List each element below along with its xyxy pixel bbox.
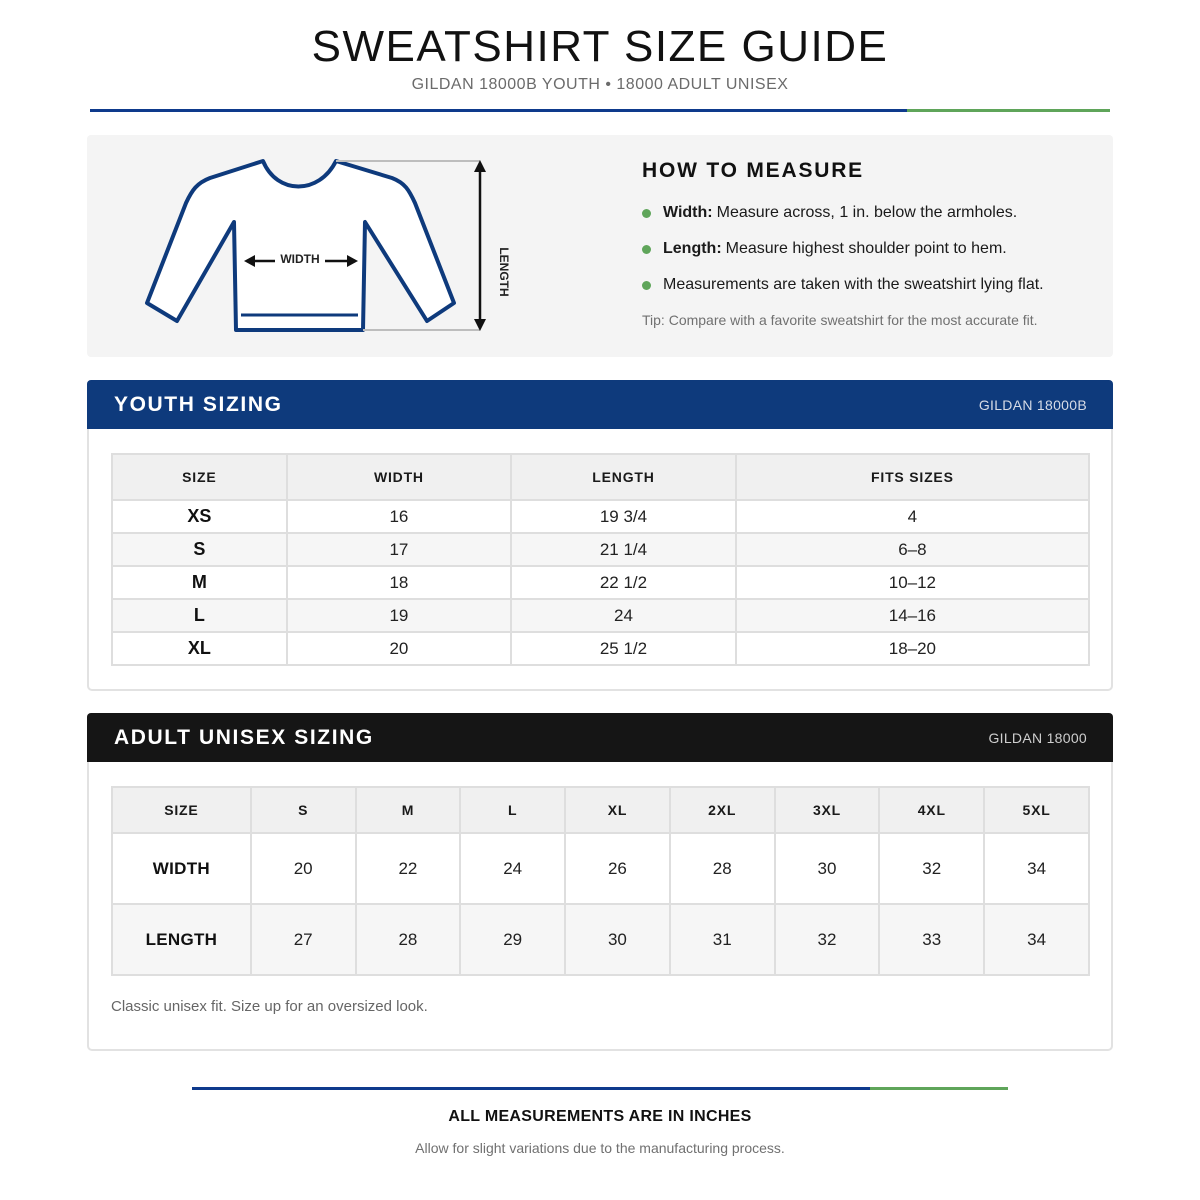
length-cell: 22 1/2: [511, 566, 736, 599]
fits-cell: 18–20: [736, 632, 1089, 665]
column-header: FITS SIZES: [736, 454, 1089, 500]
fits-cell: 14–16: [736, 599, 1089, 632]
length-cell: 19 3/4: [511, 500, 736, 533]
table-row-length: [112, 904, 1089, 975]
bullet-dot-icon: [642, 281, 651, 290]
value-cell: 24: [460, 833, 565, 904]
fits-cell: 10–12: [736, 566, 1089, 599]
column-header: 2XL: [670, 787, 775, 833]
column-header: WIDTH: [287, 454, 512, 500]
width-cell: 18: [287, 566, 512, 599]
how-to-measure-title: HOW TO MEASURE: [642, 159, 864, 182]
width-cell: 16: [287, 500, 512, 533]
size-cell: XS: [112, 500, 287, 533]
row-label: WIDTH: [112, 833, 251, 904]
column-header: SIZE: [112, 454, 287, 500]
column-header: LENGTH: [511, 454, 736, 500]
width-cell: 17: [287, 533, 512, 566]
measure-item-width: Width: Measure across, 1 in. below the armholes.: [642, 204, 1102, 222]
adult-card-header: [87, 713, 1113, 762]
sweatshirt-outline-icon: [87, 135, 627, 357]
youth-card-header: [87, 380, 1113, 429]
column-header: XL: [565, 787, 670, 833]
column-header: M: [356, 787, 461, 833]
value-cell: 20: [251, 833, 356, 904]
width-cell: 20: [287, 632, 512, 665]
youth-product-code: GILDAN 18000B: [978, 396, 1087, 413]
value-cell: 32: [775, 904, 880, 975]
adult-size-table: [111, 786, 1090, 976]
table-row: [112, 533, 1089, 566]
adult-sizing-card: [87, 713, 1113, 1051]
fits-cell: 6–8: [736, 533, 1089, 566]
table-row: [112, 500, 1089, 533]
page-title: SWEATSHIRT SIZE GUIDE: [311, 22, 889, 71]
value-cell: 30: [565, 904, 670, 975]
bullet-dot-icon: [642, 209, 651, 218]
footer-subtitle: Allow for slight variations due to the manufacturing process.: [415, 1140, 785, 1156]
table-row: [112, 599, 1089, 632]
how-to-measure: [642, 159, 1102, 328]
size-cell: M: [112, 566, 287, 599]
header-divider: [90, 109, 1110, 112]
value-cell: 32: [879, 833, 984, 904]
length-cell: 21 1/4: [511, 533, 736, 566]
youth-size-table: [111, 453, 1090, 666]
fits-cell: 4: [736, 500, 1089, 533]
size-cell: S: [112, 533, 287, 566]
length-label: LENGTH: [497, 247, 511, 297]
footer-divider: [192, 1087, 1008, 1090]
value-cell: 33: [879, 904, 984, 975]
value-cell: 34: [984, 904, 1089, 975]
page-subtitle: GILDAN 18000B YOUTH • 18000 ADULT UNISEX: [411, 76, 789, 93]
value-cell: 30: [775, 833, 880, 904]
value-cell: 26: [565, 833, 670, 904]
value-cell: 29: [460, 904, 565, 975]
measure-item-flat: Measurements are taken with the sweatshirt lying flat.: [642, 276, 1102, 294]
length-cell: 25 1/2: [511, 632, 736, 665]
value-cell: 31: [670, 904, 775, 975]
size-cell: L: [112, 599, 287, 632]
adult-fit-note: Classic unisex fit. Size up for an oversized look.: [111, 998, 428, 1015]
column-header: 3XL: [775, 787, 880, 833]
column-header: 5XL: [984, 787, 1089, 833]
table-row: [112, 566, 1089, 599]
how-to-measure-panel: [87, 135, 1113, 357]
adult-product-code: GILDAN 18000: [988, 729, 1087, 746]
value-cell: 28: [356, 904, 461, 975]
measure-item-length: Length: Measure highest shoulder point to hem.: [642, 240, 1102, 258]
table-row: [112, 632, 1089, 665]
youth-sizing-card: [87, 380, 1113, 691]
column-header: 4XL: [879, 787, 984, 833]
value-cell: 28: [670, 833, 775, 904]
row-label: LENGTH: [112, 904, 251, 975]
measure-tip: Tip: Compare with a favorite sweatshirt for the most accurate fit.: [642, 312, 1038, 328]
bullet-dot-icon: [642, 245, 651, 254]
value-cell: 22: [356, 833, 461, 904]
size-cell: XL: [112, 632, 287, 665]
column-header: L: [460, 787, 565, 833]
adult-sizing-title: ADULT UNISEX SIZING: [114, 725, 374, 749]
column-header: S: [251, 787, 356, 833]
length-cell: 24: [511, 599, 736, 632]
value-cell: 34: [984, 833, 1089, 904]
width-label: WIDTH: [280, 252, 320, 266]
column-header: SIZE: [112, 787, 251, 833]
width-cell: 19: [287, 599, 512, 632]
table-row-width: [112, 833, 1089, 904]
youth-sizing-title: YOUTH SIZING: [114, 392, 283, 416]
footer-title: ALL MEASUREMENTS ARE IN INCHES: [448, 1108, 752, 1125]
value-cell: 27: [251, 904, 356, 975]
